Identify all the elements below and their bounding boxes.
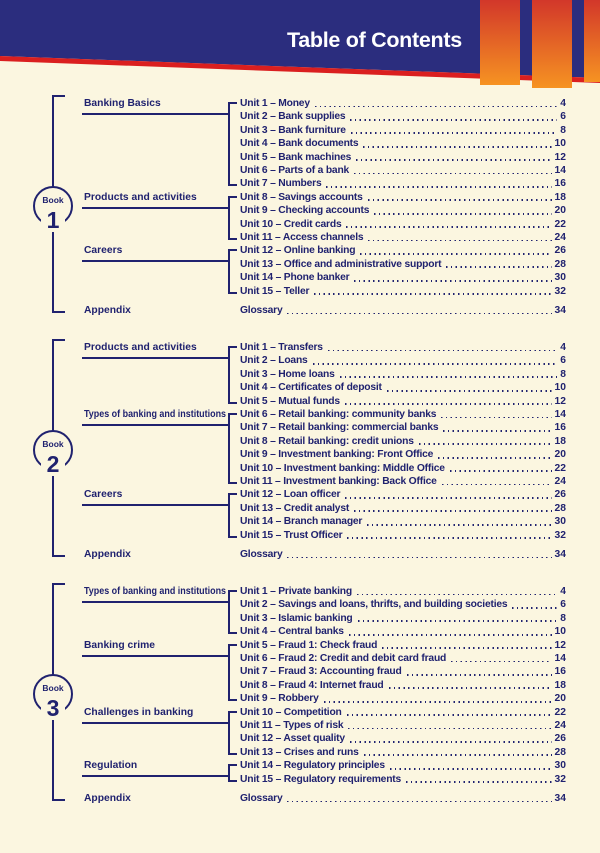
toc-entry	[240, 258, 566, 271]
toc-entry-page: 16	[554, 422, 566, 434]
category-label: Careers	[84, 489, 123, 501]
toc-entry-page: 30	[554, 516, 566, 528]
toc-entry	[240, 368, 566, 381]
toc-entry-page: 22	[554, 462, 566, 474]
toc-entry	[240, 475, 566, 488]
toc-entry	[240, 746, 566, 759]
toc-entry-page: 10	[554, 138, 566, 150]
toc-entry	[240, 408, 566, 421]
book-badge-number: 2	[41, 452, 65, 476]
dot-leader	[356, 159, 551, 161]
page-title: Table of Contents	[287, 28, 462, 52]
category-underline	[82, 260, 230, 262]
toc-entry-label: Unit 11 – Investment banking: Back Office	[240, 476, 437, 487]
toc-entry-label: Unit 3 – Islamic banking	[240, 612, 353, 624]
dot-leader	[450, 470, 552, 472]
dot-leader	[407, 674, 552, 676]
category-underline	[82, 424, 230, 426]
category-label: Appendix	[84, 549, 131, 560]
toc-entry	[240, 548, 566, 561]
toc-entry	[240, 271, 566, 284]
toc-entry-page: 28	[554, 502, 566, 514]
unit-group-bracket	[228, 413, 237, 484]
toc-entry-label: Unit 14 – Branch manager	[240, 516, 363, 528]
toc-entry-label: Unit 10 – Credit cards	[240, 218, 342, 230]
toc-entry-label: Unit 9 – Checking accounts	[240, 205, 370, 217]
page-header	[0, 0, 600, 95]
toc-entry-page: 20	[554, 693, 566, 705]
dot-leader	[345, 497, 551, 499]
toc-entry	[240, 354, 566, 367]
dot-leader	[357, 594, 557, 596]
toc-entry-page: 6	[560, 599, 566, 611]
toc-entry-label: Unit 13 – Credit analyst	[240, 502, 350, 514]
toc-entry-page: 6	[560, 111, 566, 123]
toc-entry	[240, 151, 566, 164]
toc-entry-page: 8	[560, 124, 566, 136]
toc-entry	[240, 124, 566, 137]
category-underline	[82, 655, 230, 657]
toc-entry-label: Unit 8 – Fraud 4: Internet fraud	[240, 679, 384, 691]
toc-entry	[240, 395, 566, 408]
toc-entry-page: 32	[554, 285, 566, 297]
toc-entry	[240, 244, 566, 257]
toc-entry-page: 24	[554, 720, 566, 731]
category-underline	[82, 722, 230, 724]
toc-entry	[240, 679, 566, 692]
toc-entry	[240, 612, 566, 625]
dot-leader	[367, 524, 551, 526]
toc-entry-page: 8	[560, 368, 566, 380]
toc-entry-page: 20	[554, 205, 566, 217]
category-underline	[82, 601, 230, 603]
toc-entry-label: Unit 11 – Access channels	[240, 232, 364, 243]
category-label: Banking Basics	[84, 98, 161, 109]
toc-entry-label: Unit 9 – Robbery	[240, 693, 319, 705]
toc-entry	[240, 759, 566, 772]
unit-group-bracket	[228, 711, 237, 755]
toc-entry-page: 10	[554, 382, 566, 394]
unit-group-bracket	[228, 196, 237, 240]
category-underline	[82, 113, 230, 115]
toc-entry	[240, 381, 566, 394]
toc-entry-label: Unit 4 – Bank documents	[240, 138, 359, 150]
toc-entry-label: Unit 14 – Regulatory principles	[240, 760, 385, 772]
dot-leader	[374, 213, 551, 215]
dot-leader	[328, 350, 557, 352]
unit-group-bracket	[228, 644, 237, 702]
toc-entry-page: 24	[554, 232, 566, 243]
category-label: Challenges in banking	[84, 706, 194, 718]
toc-entry-label: Unit 11 – Types of risk	[240, 720, 344, 731]
toc-entry-label: Unit 1 – Transfers	[240, 342, 323, 353]
toc-entry	[240, 719, 566, 732]
toc-entry	[240, 304, 566, 317]
toc-entry-page: 4	[560, 342, 566, 353]
toc-entry	[240, 502, 566, 515]
dot-leader	[326, 186, 551, 188]
toc-entry	[240, 421, 566, 434]
toc-entry	[240, 341, 566, 354]
toc-entry-label: Unit 6 – Retail banking: community banks	[240, 409, 437, 420]
toc-entry-page: 32	[554, 773, 566, 785]
category-underline	[82, 207, 230, 209]
toc-entry-label: Unit 15 – Trust Officer	[240, 529, 343, 541]
book-badge-number: 3	[41, 696, 65, 720]
toc-entry-page: 30	[554, 272, 566, 284]
toc-entry-page: 10	[554, 626, 566, 638]
toc-entry	[240, 652, 566, 665]
toc-entry	[240, 137, 566, 150]
unit-group-bracket	[228, 346, 237, 404]
dot-leader	[354, 280, 551, 282]
toc-entry-label: Unit 2 – Savings and loans, thrifts, and building societies	[240, 599, 508, 611]
toc-entry-label: Unit 2 – Bank supplies	[240, 111, 346, 123]
book-section-1	[0, 97, 600, 321]
toc-entry	[240, 692, 566, 705]
toc-entry	[240, 732, 566, 745]
toc-entry	[240, 435, 566, 448]
toc-entry-label: Unit 5 – Fraud 1: Check fraud	[240, 639, 378, 651]
unit-group-bracket	[228, 102, 237, 186]
toc-entry	[240, 625, 566, 638]
dot-leader	[382, 647, 551, 649]
toc-entry	[240, 515, 566, 528]
toc-entry-page: 16	[554, 178, 566, 190]
toc-entry-page: 22	[554, 218, 566, 230]
toc-entry	[240, 285, 566, 298]
category-underline	[82, 775, 230, 777]
dot-leader	[387, 390, 552, 392]
dot-leader	[313, 363, 558, 365]
dot-leader	[419, 443, 552, 445]
toc-entry-label: Glossary	[240, 549, 283, 560]
toc-entry	[240, 706, 566, 719]
toc-entry	[240, 488, 566, 501]
toc-entry-page: 32	[554, 529, 566, 541]
category-underline	[82, 504, 230, 506]
toc-entry-page: 12	[554, 151, 566, 163]
dot-leader	[441, 417, 551, 419]
books-container	[0, 90, 600, 853]
toc-entry-page: 14	[554, 653, 566, 664]
toc-entry-page: 18	[554, 679, 566, 691]
dot-leader	[364, 754, 552, 756]
dot-leader	[438, 457, 551, 459]
toc-entry-label: Unit 7 – Fraud 3: Accounting fraud	[240, 666, 402, 678]
toc-entry-page: 26	[554, 489, 566, 501]
dot-leader	[324, 701, 552, 703]
dot-leader	[363, 146, 551, 148]
toc-entry	[240, 231, 566, 244]
toc-entry-page: 12	[554, 395, 566, 407]
toc-entry-label: Unit 12 – Asset quality	[240, 733, 345, 745]
toc-entry-page: 6	[560, 355, 566, 367]
toc-entry-label: Unit 2 – Loans	[240, 355, 308, 367]
category-underline	[82, 357, 230, 359]
unit-group-bracket	[228, 590, 237, 634]
toc-entry-label: Glossary	[240, 793, 283, 804]
toc-entry-label: Unit 5 – Mutual funds	[240, 395, 340, 407]
toc-entry-label: Unit 7 – Retail banking: commercial banks	[240, 422, 439, 434]
dot-leader	[354, 510, 551, 512]
category-label: Appendix	[84, 793, 131, 804]
toc-entry-label: Unit 7 – Numbers	[240, 178, 322, 190]
toc-entry-page: 20	[554, 449, 566, 461]
dot-leader	[351, 132, 557, 134]
toc-entry-page: 30	[554, 760, 566, 772]
decorative-stripe	[532, 0, 572, 88]
toc-entry	[240, 585, 566, 598]
toc-entry	[240, 204, 566, 217]
toc-entry-page: 4	[560, 586, 566, 597]
toc-entry-label: Unit 6 – Fraud 2: Credit and debit card fraud	[240, 653, 447, 664]
toc-entry-label: Unit 1 – Private banking	[240, 586, 352, 597]
toc-entry	[240, 110, 566, 123]
dot-leader	[451, 661, 551, 663]
unit-group-bracket	[228, 493, 237, 537]
toc-entry-label: Unit 3 – Bank furniture	[240, 124, 346, 136]
toc-entry	[240, 97, 566, 110]
category-label: Types of banking and institutions	[84, 409, 227, 420]
toc-entry-page: 28	[554, 746, 566, 758]
book-section-2	[0, 341, 600, 565]
dot-leader	[340, 376, 558, 378]
dot-leader	[358, 620, 558, 622]
toc-entry-page: 14	[554, 409, 566, 420]
dot-leader	[368, 199, 552, 201]
toc-entry-label: Unit 12 – Loan officer	[240, 489, 341, 501]
dot-leader	[360, 253, 551, 255]
book-badge-number: 1	[41, 208, 65, 232]
dot-leader	[350, 741, 552, 743]
dot-leader	[346, 226, 551, 228]
toc-entry-label: Unit 1 – Money	[240, 98, 310, 109]
dot-leader	[406, 781, 551, 783]
toc-entry-page: 18	[554, 191, 566, 203]
toc-entry	[240, 639, 566, 652]
book-badge-word: Book	[42, 439, 64, 449]
toc-entry-page: 34	[554, 793, 566, 804]
toc-entry-page: 26	[554, 733, 566, 745]
dot-leader	[389, 687, 552, 689]
toc-entry-page: 16	[554, 666, 566, 678]
toc-entry-label: Unit 4 – Central banks	[240, 626, 344, 638]
toc-entry-label: Unit 8 – Savings accounts	[240, 191, 363, 203]
toc-entry-label: Unit 4 – Certificates of deposit	[240, 382, 382, 394]
dot-leader	[390, 768, 552, 770]
dot-leader	[347, 537, 551, 539]
dot-leader	[446, 266, 551, 268]
book-badge-word: Book	[42, 683, 64, 693]
dot-leader	[314, 293, 551, 295]
category-label: Appendix	[84, 305, 131, 316]
toc-entry	[240, 792, 566, 805]
dot-leader	[350, 119, 557, 121]
dot-leader	[512, 607, 557, 609]
toc-entry-page: 26	[554, 245, 566, 257]
toc-entry-page: 14	[554, 165, 566, 176]
dot-leader	[287, 801, 551, 803]
toc-entry	[240, 218, 566, 231]
dot-leader	[348, 728, 551, 730]
toc-entry-page: 24	[554, 476, 566, 487]
toc-entry	[240, 448, 566, 461]
toc-entry-label: Unit 10 – Investment banking: Middle Office	[240, 462, 445, 474]
toc-entry	[240, 191, 566, 204]
toc-entry-label: Unit 15 – Regulatory requirements	[240, 773, 402, 785]
toc-entry-label: Unit 5 – Bank machines	[240, 151, 352, 163]
category-label: Products and activities	[84, 342, 197, 353]
unit-group-bracket	[228, 249, 237, 293]
category-label: Banking crime	[84, 639, 155, 651]
toc-entry-label: Unit 10 – Competition	[240, 706, 342, 718]
toc-entry-label: Unit 13 – Crises and runs	[240, 746, 359, 758]
dot-leader	[347, 714, 552, 716]
toc-entry	[240, 164, 566, 177]
toc-entry-label: Unit 14 – Phone banker	[240, 272, 350, 284]
category-label: Careers	[84, 245, 123, 257]
toc-entry-page: 4	[560, 98, 566, 109]
toc-entry	[240, 773, 566, 786]
dot-leader	[368, 240, 551, 242]
toc-entry	[240, 598, 566, 611]
dot-leader	[442, 484, 552, 486]
dot-leader	[287, 557, 551, 559]
dot-leader	[443, 430, 551, 432]
dot-leader	[315, 106, 557, 108]
dot-leader	[349, 634, 552, 636]
dot-leader	[287, 313, 551, 315]
toc-entry-label: Unit 13 – Office and administrative support	[240, 258, 442, 270]
toc-entry-page: 34	[554, 549, 566, 560]
decorative-stripe	[584, 0, 600, 82]
toc-entry-label: Unit 12 – Online banking	[240, 245, 356, 257]
decorative-stripe	[480, 0, 520, 85]
toc-entry-label: Unit 8 – Retail banking: credit unions	[240, 435, 414, 447]
toc-entry	[240, 462, 566, 475]
toc-entry-label: Glossary	[240, 305, 283, 316]
toc-entry	[240, 529, 566, 542]
toc-entry-label: Unit 6 – Parts of a bank	[240, 165, 350, 176]
toc-entry-page: 34	[554, 305, 566, 316]
toc-entry	[240, 665, 566, 678]
toc-entry-page: 12	[554, 639, 566, 651]
toc-entry-label: Unit 9 – Investment banking: Front Office	[240, 449, 434, 461]
toc-entry-page: 8	[560, 612, 566, 624]
category-label: Regulation	[84, 760, 138, 772]
dot-leader	[354, 173, 551, 175]
toc-entry-page: 18	[554, 435, 566, 447]
book-section-3	[0, 585, 600, 809]
book-badge-word: Book	[42, 195, 64, 205]
toc-entry	[240, 177, 566, 190]
dot-leader	[345, 403, 552, 405]
category-label: Types of banking and institutions	[84, 586, 227, 597]
toc-entry-page: 22	[554, 706, 566, 718]
toc-entry-label: Unit 3 – Home loans	[240, 368, 335, 380]
toc-entry-page: 28	[554, 258, 566, 270]
toc-entry-label: Unit 15 – Teller	[240, 285, 310, 297]
category-label: Products and activities	[84, 191, 197, 203]
unit-group-bracket	[228, 764, 237, 781]
